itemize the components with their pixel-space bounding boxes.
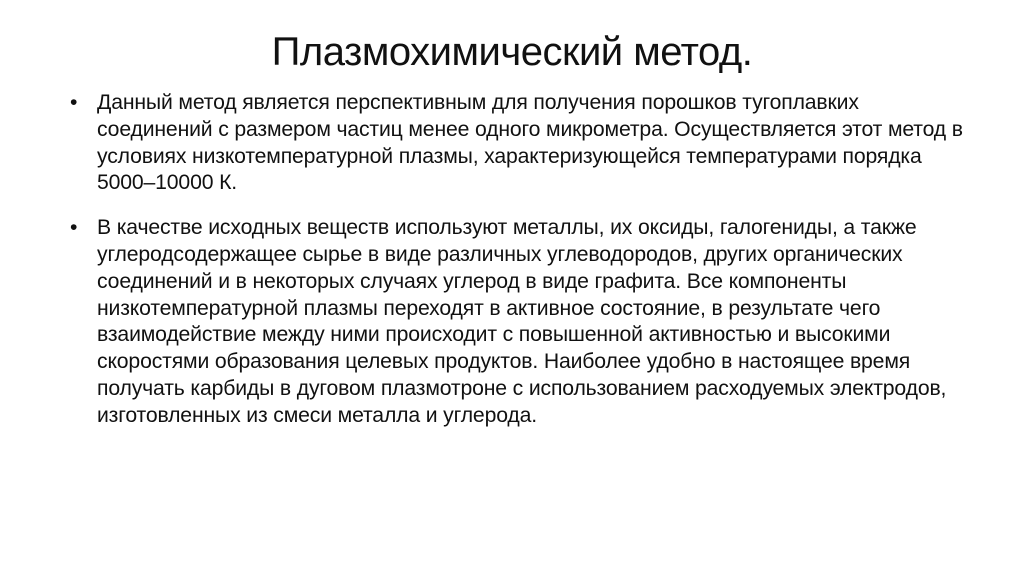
bullet-text: В качестве исходных веществ используют металлы, их оксиды, галогениды, а также углеродсодержащее сырье в виде различных углеводородов, других органических соединений и в некоторых случаях углерод в виде графита. Все компоненты низкотемпературной плазмы переходят в активное состояние, в результате чего взаимодействие между ними происходит с повышенной активностью и высокими скоростями образования целевых продуктов. Наиболее удобно в настоящее время получать карбиды в дуговом плазмотроне с использованием расходуемых электродов, изготовленных из смеси металла и углерода. xyxy=(97,216,947,427)
bullet-icon: • xyxy=(70,216,78,240)
bullet-text: Данный метод является перспективным для получения порошков тугоплавких соединений с размером частиц менее одного микрометра. Осуществляется этот метод в условиях низкотемпературной плазмы, характеризующейся температурами порядка 5000–10000 К. xyxy=(97,91,963,195)
bullet-list xyxy=(70,90,970,448)
bullet-icon: • xyxy=(70,91,78,114)
bullet-item xyxy=(70,90,970,197)
slide-title: Плазмохимический метод. xyxy=(271,30,753,74)
bullet-item xyxy=(70,215,970,429)
